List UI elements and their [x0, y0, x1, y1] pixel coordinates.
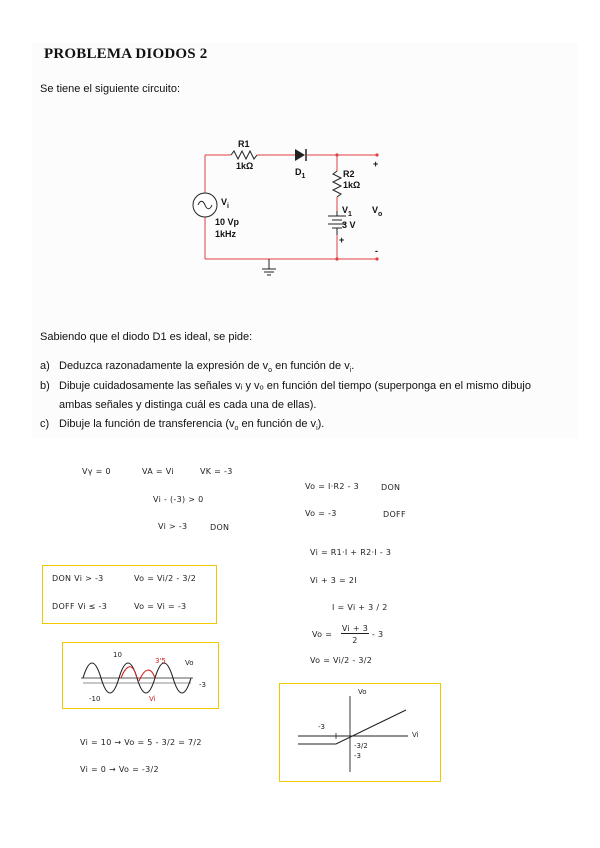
note-vo-on: Vo = I·R2 - 3 — [305, 482, 360, 491]
transfer-sketch — [280, 684, 438, 779]
r2-resistor — [333, 171, 341, 197]
note-vo-minus3: - 3 — [372, 630, 384, 639]
note-vgamma: Vγ = 0 — [82, 467, 111, 476]
note-don: DON — [210, 523, 230, 532]
wave-label-vi: Vi — [149, 695, 156, 703]
note-va: VA = Vi — [142, 467, 174, 476]
battery-plus: + — [339, 235, 345, 245]
question-c: c) Dibuje la función de transferencia ($v_o$ en función de $v_i$). — [40, 418, 325, 433]
r2-value: 1kΩ — [343, 180, 361, 190]
note-doff-right: DOFF — [383, 510, 406, 519]
wave-label-m3: -3 — [199, 681, 206, 689]
ac-source-symbol — [193, 193, 217, 217]
r1-resistor — [231, 151, 257, 159]
note-vo-expr: Vo = — [312, 630, 333, 639]
note-condition: Vi - (-3) > 0 — [153, 495, 204, 504]
wave-label-10: 10 — [113, 651, 122, 659]
page-title: PROBLEMA DIODOS 2 — [44, 46, 208, 62]
wave-label-m10: -10 — [89, 695, 101, 703]
v1-value: 3 V — [342, 220, 356, 230]
note-vi-gt: Vi > -3 — [158, 522, 188, 531]
transfer-label-vi: Vi — [412, 731, 419, 739]
vi-amplitude: 10 Vp — [215, 217, 240, 227]
question-b: b) Dibuje cuidadosamente las señales vᵢ y vₒ en función del tiempo (superponga en el mismo dibujo ambas señales y distinga cuál es cada una de ellas). — [40, 380, 531, 411]
wave-label-35: 3'5 — [155, 657, 166, 665]
question-a: a) Deduzca razonadamente la expresión de $v_o$ en función de $v_i$. — [40, 360, 355, 375]
r2-name: R2 — [343, 169, 355, 179]
transfer-curve — [298, 710, 406, 744]
waveform-sketch — [63, 643, 217, 707]
vi-frequency: 1kHz — [215, 229, 237, 239]
note-current: I = Vi + 3 / 2 — [332, 603, 388, 612]
note-vo-denominator: 2 — [352, 636, 358, 645]
note-vk: VK = -3 — [200, 467, 233, 476]
diode-symbol — [295, 149, 306, 161]
vo-name: $V_o$ — [372, 205, 383, 218]
vi-name: $V_i$ — [221, 197, 229, 210]
v1-name: $V_1$ — [342, 205, 352, 218]
transfer-label-m3x: -3 — [318, 723, 325, 731]
box-on-condition: DON Vi > -3 — [52, 574, 104, 583]
note-vo-numerator: Vi + 3 — [341, 624, 369, 633]
vo-wave — [121, 667, 155, 681]
transfer-label-vo: Vo — [358, 688, 367, 696]
wave-label-vo: Vo — [185, 659, 194, 667]
r1-value: 1kΩ — [236, 161, 254, 171]
circuit-diagram — [185, 133, 405, 283]
note-vo-off: Vo = -3 — [305, 509, 337, 518]
calc-vi-0: Vi = 0 → Vo = -3/2 — [80, 765, 159, 774]
ground-symbol — [262, 259, 276, 275]
intro-text: Se tiene el siguiente circuito: — [40, 83, 181, 95]
transfer-label-m32: -3/2 — [354, 742, 368, 750]
note-kvl: Vi = R1·I + R2·I - 3 — [310, 548, 392, 557]
d1-name: $D_1$ — [295, 167, 306, 180]
calc-vi-10: Vi = 10 → Vo = 5 - 3/2 = 7/2 — [80, 738, 202, 747]
vo-plus: + — [373, 159, 379, 169]
r1-name: R1 — [238, 139, 250, 149]
note-vi-plus-3: Vi + 3 = 2I — [310, 576, 357, 585]
transfer-label-m3y: -3 — [354, 752, 361, 760]
box-on-output: Vo = Vi/2 - 3/2 — [134, 574, 197, 583]
box-off-condition: DOFF Vi ≤ -3 — [52, 602, 108, 611]
premise-text: Sabiendo que el diodo D1 es ideal, se pide: — [40, 331, 253, 343]
vo-minus: - — [375, 246, 378, 256]
note-vo-final: Vo = Vi/2 - 3/2 — [310, 656, 373, 665]
box-off-output: Vo = Vi = -3 — [134, 602, 187, 611]
note-don-right: DON — [381, 483, 401, 492]
